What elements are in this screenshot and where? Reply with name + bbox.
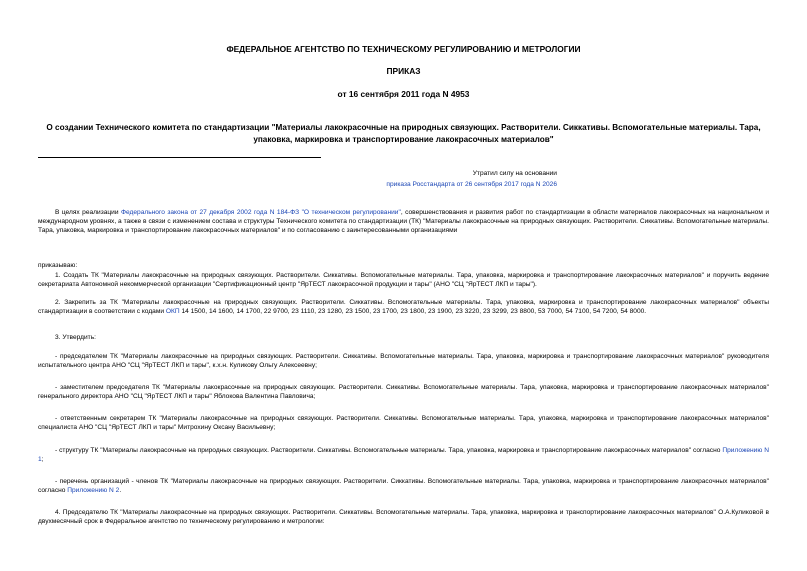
item-3-structure: [38, 446, 769, 464]
item-3-chairman: - председателем ТК "Материалы лакокрасочные на природных связующих. Растворители. Сиккативы. Вспомогательные материалы. Тара, упаковка, маркировка и транспортирование лакокрасочных материалов" руководителя испытательного центра АНО "СЦ "ЯрТЕСТ ЛКП и тары", к.х.н. Куликову Ольгу Алексеевну;: [38, 353, 769, 370]
document-date-number: от 16 сентября 2011 года N 4953: [337, 89, 470, 99]
document-title: О создании Технического комитета по стандартизации "Материалы лакокрасочные на природных связующих. Растворители. Сиккативы. Вспомогательные материалы. Тара, упаковка, маркировка и транспортирование лакокрасочных материалов": [46, 123, 761, 144]
status-link-wrap: [250, 180, 557, 189]
item-3-deputy: - заместителем председателя ТК "Материалы лакокрасочные на природных связующих. Растворители. Сиккативы. Вспомогательные материалы. Тара, упаковка, маркировка и транспортирование лакокрасочных материалов" генерального директора АНО "СЦ "ЯрТЕСТ ЛКП и тары" Яблокова Валентина Павловича;: [38, 384, 769, 401]
members-text-end: .: [119, 487, 122, 495]
item-2-text-start: 2. Закрепить за ТК "Материалы лакокрасочные на природных связующих. Растворители. Сиккативы. Вспомогательные материалы. Тара, упаковка, маркировка и транспортирование лакокрасочных материалов" объекты стандартизации в соответствии с кодами: [38, 299, 769, 316]
structure-text-end: ;: [41, 456, 44, 464]
separator-line: [38, 157, 321, 158]
preamble-text-start: В целях реализации: [55, 209, 121, 216]
item-3: 3. Утвердить:: [55, 334, 96, 341]
okp-link[interactable]: ОКП: [165, 308, 180, 316]
agency-name: ФЕДЕРАЛЬНОЕ АГЕНТСТВО ПО ТЕХНИЧЕСКОМУ РЕГУЛИРОВАНИЮ И МЕТРОЛОГИИ: [226, 44, 581, 54]
appendix-2-link[interactable]: Приложению N 2: [67, 487, 120, 495]
federal-law-link[interactable]: Федерального закона от 27 декабря 2002 года N 184-ФЗ "О техническом регулировании": [121, 209, 401, 216]
item-2: [38, 298, 769, 316]
item-1: 1. Создать ТК "Материалы лакокрасочные на природных связующих. Растворители. Сиккативы. Вспомогательные материалы. Тара, упаковка, маркировка и транспортирование лакокрасочных материалов" и поручить ведение секретариата Автономной некоммерческой организации "Сертификационный центр "ЯрТЕСТ лакокрасочной продукции и тары" (АНО "СЦ "ЯрТЕСТ ЛКП и тары").: [38, 272, 769, 289]
preamble-paragraph: [38, 208, 769, 236]
members-text: - перечень организаций - членов ТК "Материалы лакокрасочные на природных связующих. Растворители. Сиккативы. Вспомогательные материалы. Тара, упаковка, маркировка и транспортирование лакокрасочных материалов" согласно: [38, 478, 769, 495]
item-4: 4. Председателю ТК "Материалы лакокрасочные на природных связующих. Растворители. Сиккативы. Вспомогательные материалы. Тара, упаковка, маркировка и транспортирование лакокрасочных материалов" О.А.Куликовой в двухмесячный срок в Федеральное агентство по техническому регулированию и метрологии:: [38, 509, 769, 526]
item-2-text-end: 14 1500, 14 1600, 14 1700, 22 9700, 23 1110, 23 1280, 23 1500, 23 1700, 23 1800, 23 1900, 23 3220, 23 3299, 23 8800, 53 7000, 54 7100, 54 7200, 54 8000.: [179, 308, 647, 316]
preamble-text-end: , совершенствования и развития работ по стандартизации в области материалов лакокрасочных на национальном и международном уровнях, а также в связи с изменением состава и структуры Технического комитета по стандартизации (ТК) "Материалы лакокрасочные на природных связующих. Растворители. Сиккативы. Вспомогательные материалы. Тара, упаковка, маркировка и транспортирование лакокрасочных материалов" и по согласованию с заинтересованными организациями: [38, 209, 770, 235]
status-note: Утратил силу на основании: [472, 170, 557, 177]
appendix-1-link[interactable]: Приложению N 1: [38, 447, 770, 464]
repeal-order-link[interactable]: приказа Росстандарта от 26 сентября 2017 года N 2026: [386, 181, 557, 188]
item-3-secretary: - ответственным секретарем ТК "Материалы лакокрасочные на природных связующих. Растворители. Сиккативы. Вспомогательные материалы. Тара, упаковка, маркировка и транспортирование лакокрасочных материалов" специалиста АНО "СЦ "ЯрТЕСТ ЛКП и тары" Митрохину Оксану Васильевну;: [38, 415, 769, 432]
item-3-members: [38, 477, 769, 495]
document-type: ПРИКАЗ: [386, 66, 421, 76]
structure-text: - структуру ТК "Материалы лакокрасочные на природных связующих. Растворители. Сиккативы. Вспомогательные материалы. Тара, упаковка, маркировка и транспортирование лакокрасочных материалов" согласно: [55, 447, 723, 454]
order-word: приказываю:: [38, 262, 78, 269]
